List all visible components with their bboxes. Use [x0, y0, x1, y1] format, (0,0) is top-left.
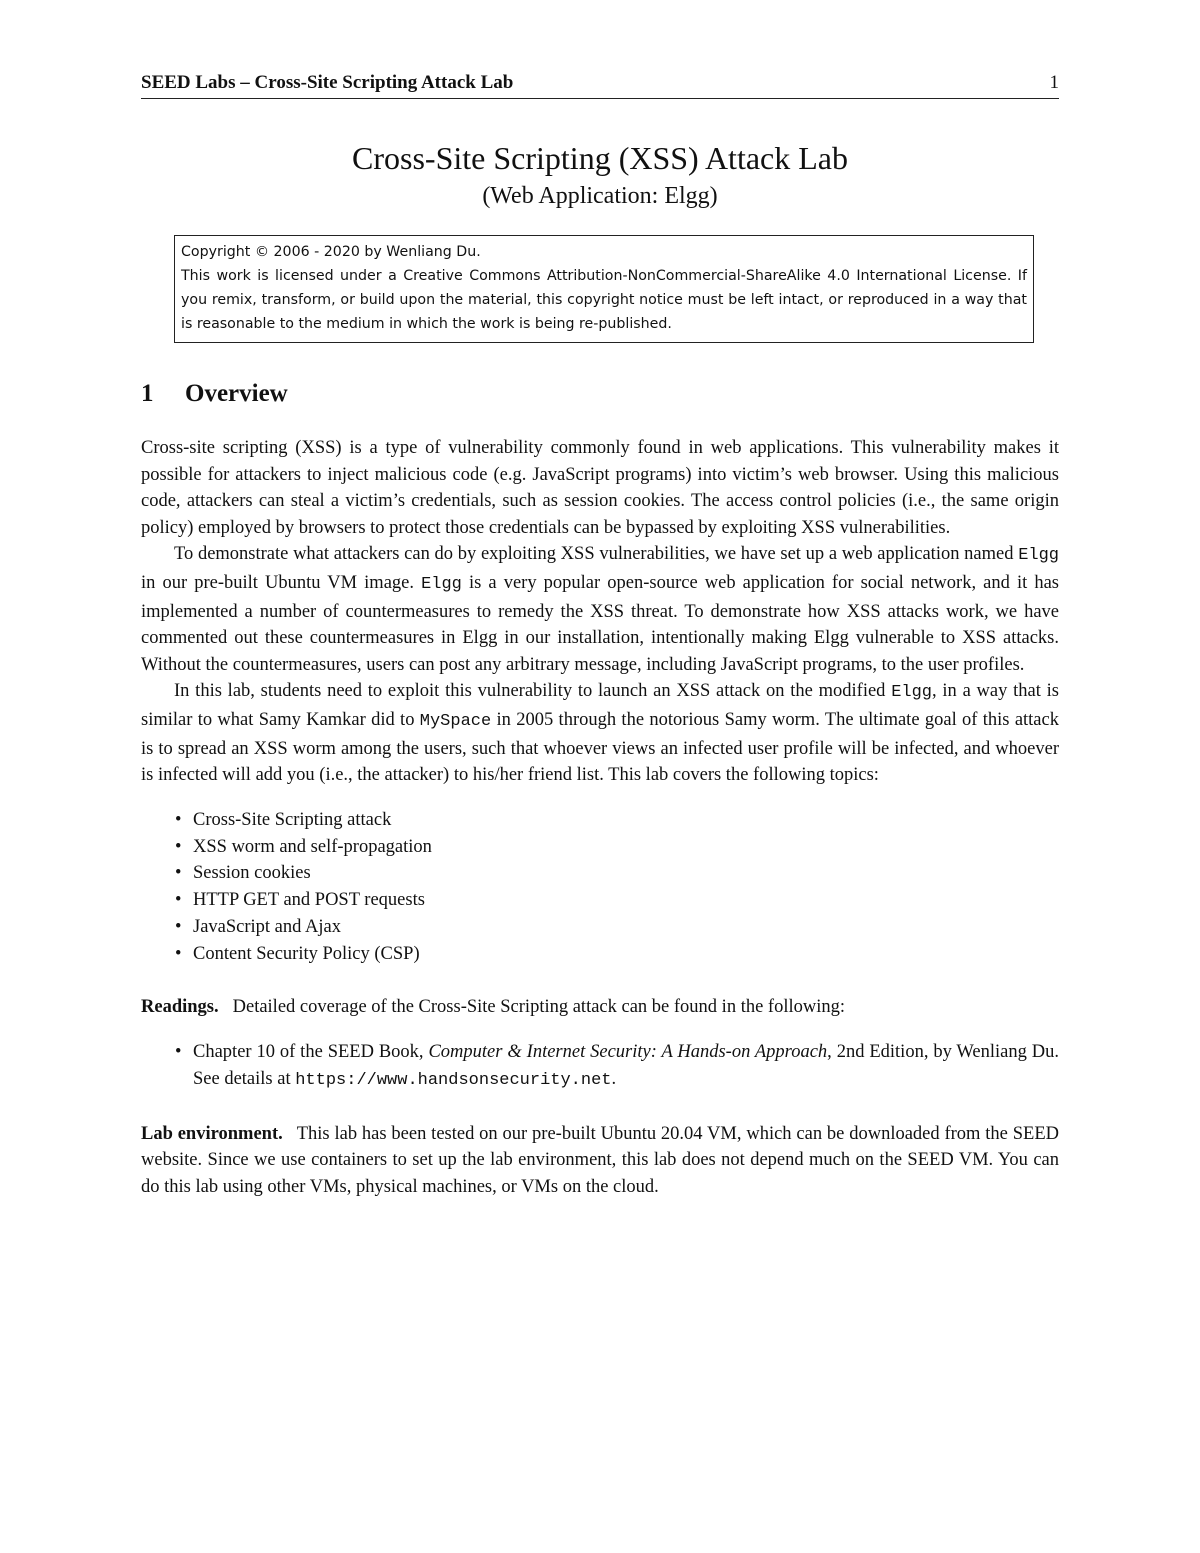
lab-environment-text: This lab has been tested on our pre-built Ubuntu 20.04 VM, which can be downloaded from the SEED website. Since we use containers to set up the lab environment, this lab does not depend much on the SEED VM. You can do this lab using other VMs, physical machines, or VMs on the cloud.: [141, 1123, 1059, 1197]
list-item: [175, 941, 1059, 968]
text-run: .: [611, 1068, 617, 1089]
bullet-icon: •: [175, 1042, 182, 1063]
running-header: [141, 68, 1059, 99]
list-item-text: JavaScript and Ajax: [193, 916, 341, 937]
lab-environment-lead: Lab environment.: [141, 1123, 283, 1144]
license-text: This work is licensed under a Creative Commons Attribution-NonCommercial-ShareAlike 4.0 International License. If you remix, transform, or build upon the material, this copyright notice must be left intact, or reproduced in a way that is reasonable to the medium in which the work is being re-published.: [181, 268, 1027, 332]
list-item: [175, 887, 1059, 914]
code-elgg: Elgg: [891, 683, 933, 703]
bullet-icon: •: [175, 863, 182, 884]
document-subtitle: (Web Application: Elgg): [482, 183, 718, 209]
readings-lead: Readings.: [141, 996, 219, 1017]
copyright-line: Copyright © 2006 - 2020 by Wenliang Du.: [181, 244, 481, 260]
document-page: [141, 68, 1059, 1200]
readings-list: [141, 1039, 1059, 1095]
list-item-text: Content Security Policy (CSP): [193, 943, 420, 964]
paragraph-intro: Cross-site scripting (XSS) is a type of vulnerability commonly found in web applications. This vulnerability makes it possible for attackers to inject malicious code (e.g. JavaScript programs) into victim’s web browser. Using this malicious code, attackers can steal a victim’s credentials, such as session cookies. The access control policies (i.e., the same origin policy) employed by browsers to protect those credentials can be bypassed by exploiting XSS vulnerabilities.: [141, 438, 1059, 538]
section-heading-overview: [141, 377, 1059, 411]
list-item: [175, 1039, 1059, 1095]
text-run: Chapter 10 of the SEED Book,: [193, 1042, 429, 1063]
book-title: Computer & Internet Security: A Hands-on Approach: [428, 1042, 828, 1063]
running-title: SEED Labs – Cross-Site Scripting Attack Lab: [141, 72, 514, 93]
text-run: , 2nd Edition, by Wenliang Du. See details at: [193, 1042, 1059, 1089]
list-item: [175, 834, 1059, 861]
bullet-icon: •: [175, 943, 182, 964]
code-elgg: Elgg: [1018, 546, 1059, 566]
overview-body: [141, 435, 1059, 789]
list-item-text: XSS worm and self-propagation: [193, 836, 432, 857]
code-elgg: Elgg: [421, 574, 462, 594]
list-item-text: Session cookies: [193, 863, 311, 884]
list-item: [175, 860, 1059, 887]
section-title: Overview: [185, 380, 288, 407]
paragraph-lab-goal: [141, 678, 1059, 788]
text-run: In this lab, students need to exploit this vulnerability to launch an XSS attack on the modified: [174, 681, 892, 702]
topics-list: [141, 807, 1059, 968]
readings-text: Detailed coverage of the Cross-Site Scripting attack can be found in the following:: [232, 996, 846, 1017]
bullet-icon: •: [175, 916, 182, 937]
list-item: [175, 914, 1059, 941]
code-myspace: MySpace: [419, 711, 492, 731]
document-title: Cross-Site Scripting (XSS) Attack Lab: [352, 140, 848, 176]
readings-paragraph: [141, 994, 1059, 1021]
lab-environment-paragraph: [141, 1121, 1059, 1201]
bullet-icon: •: [175, 836, 182, 857]
copyright-notice: [174, 235, 1034, 343]
text-run: is a very popular open-source web application for social network, and it has implemented a number of countermeasures to remedy the XSS threat. To demonstrate how XSS attacks work, we have commented out these countermeasures in Elgg in our installation, intentionally making Elgg vulnerable to XSS attacks. Without the countermeasures, users can post any arbitrary message, including JavaScript programs, to the user profiles.: [141, 572, 1059, 675]
bullet-icon: •: [175, 809, 182, 830]
book-url-link[interactable]: https://www.handsonsecurity.net: [295, 1070, 612, 1090]
list-item-text: HTTP GET and POST requests: [193, 890, 425, 911]
paragraph-elgg: [141, 541, 1059, 678]
list-item: [175, 807, 1059, 834]
text-run: in 2005 through the notorious Samy worm. The ultimate goal of this attack is to spread an XSS worm among the users, such that whoever views an infected user profile will be infected, and whoever is infected will add you (i.e., the attacker) to his/her friend list. This lab covers the following topics:: [141, 709, 1059, 786]
list-item-text: Cross-Site Scripting attack: [193, 809, 392, 830]
section-number: 1: [141, 380, 154, 407]
text-run: To demonstrate what attackers can do by exploiting XSS vulnerabilities, we have set up a web application named: [174, 544, 1019, 565]
text-run: in our pre-built Ubuntu VM image.: [141, 572, 422, 593]
text-run: , in a way that is similar to what Samy Kamkar did to: [141, 681, 1059, 730]
page-number: 1: [1049, 72, 1059, 93]
bullet-icon: •: [175, 890, 182, 911]
